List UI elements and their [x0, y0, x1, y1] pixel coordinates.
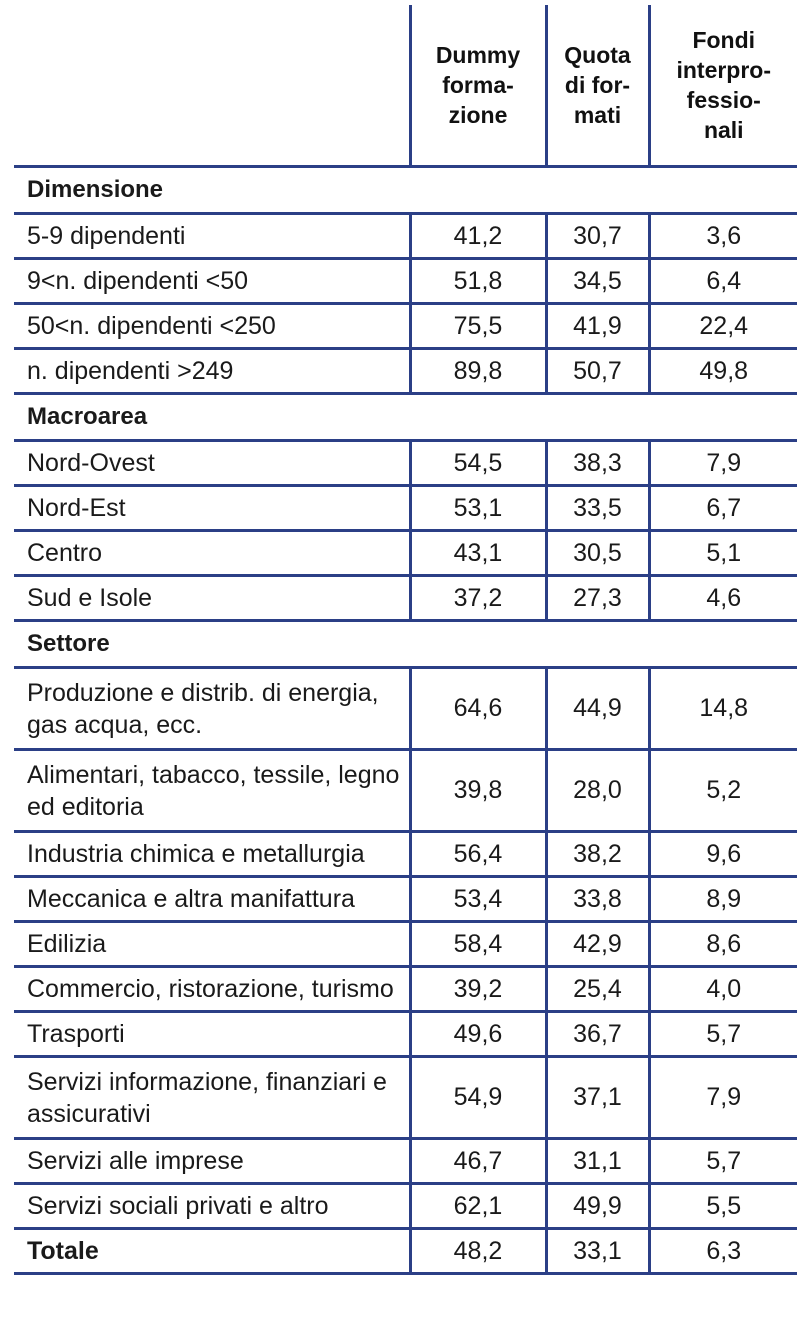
section-title: Macroarea: [14, 394, 797, 441]
cell-fondi-interprofessionali: 7,9: [649, 1057, 797, 1139]
section-title: Settore: [14, 621, 797, 668]
cell-quota-formati: 33,5: [546, 486, 649, 531]
cell-dummy-formazione: 75,5: [410, 304, 546, 349]
row-label: Produzione e distrib. di energia, gas acqua, ecc.: [14, 668, 410, 750]
cell-quota-formati: 27,3: [546, 576, 649, 621]
table-row: [14, 967, 797, 1012]
cell-quota-formati: 49,9: [546, 1184, 649, 1229]
total-dummy-formazione: 48,2: [410, 1229, 546, 1274]
row-label: 9<n. dipendenti <50: [14, 259, 410, 304]
cell-fondi-interprofessionali: 4,0: [649, 967, 797, 1012]
cell-dummy-formazione: 39,8: [410, 750, 546, 832]
header-text: fessio-: [686, 87, 761, 113]
cell-dummy-formazione: 89,8: [410, 349, 546, 394]
cell-dummy-formazione: 39,2: [410, 967, 546, 1012]
cell-quota-formati: 34,5: [546, 259, 649, 304]
cell-dummy-formazione: 62,1: [410, 1184, 546, 1229]
section-row: [14, 621, 797, 668]
header-blank: [14, 5, 410, 167]
header-row: [14, 5, 797, 167]
cell-quota-formati: 38,3: [546, 441, 649, 486]
row-label: Meccanica e altra manifattura: [14, 877, 410, 922]
header-text: Quota: [564, 42, 631, 68]
cell-dummy-formazione: 53,1: [410, 486, 546, 531]
row-label: Nord-Est: [14, 486, 410, 531]
cell-fondi-interprofessionali: 8,6: [649, 922, 797, 967]
cell-dummy-formazione: 58,4: [410, 922, 546, 967]
section-row: [14, 167, 797, 214]
cell-dummy-formazione: 53,4: [410, 877, 546, 922]
row-label: Servizi informazione, finanziari e assicurativi: [14, 1057, 410, 1139]
cell-dummy-formazione: 49,6: [410, 1012, 546, 1057]
header-text: forma-: [442, 72, 514, 98]
table-container: [14, 5, 797, 1275]
cell-quota-formati: 30,7: [546, 214, 649, 259]
cell-fondi-interprofessionali: 5,1: [649, 531, 797, 576]
cell-dummy-formazione: 54,5: [410, 441, 546, 486]
cell-quota-formati: 38,2: [546, 832, 649, 877]
header-text: di for-: [564, 72, 631, 98]
cell-quota-formati: 44,9: [546, 668, 649, 750]
row-label: Edilizia: [14, 922, 410, 967]
cell-fondi-interprofessionali: 5,7: [649, 1139, 797, 1184]
total-quota-formati: 33,1: [546, 1229, 649, 1274]
total-row: [14, 1229, 797, 1274]
table-row: [14, 259, 797, 304]
cell-quota-formati: 37,1: [546, 1057, 649, 1139]
cell-quota-formati: 36,7: [546, 1012, 649, 1057]
section-title: Dimensione: [14, 167, 797, 214]
table-row: [14, 832, 797, 877]
total-label: Totale: [14, 1229, 410, 1274]
row-label: Servizi alle imprese: [14, 1139, 410, 1184]
header-text: Fondi: [692, 27, 756, 53]
header-text: Dummy: [435, 42, 521, 68]
cell-fondi-interprofessionali: 3,6: [649, 214, 797, 259]
section-row: [14, 394, 797, 441]
cell-quota-formati: 31,1: [546, 1139, 649, 1184]
row-label: Sud e Isole: [14, 576, 410, 621]
cell-fondi-interprofessionali: 5,2: [649, 750, 797, 832]
header-text: zione: [448, 102, 508, 128]
header-text: mati: [573, 102, 622, 128]
table-row: [14, 1184, 797, 1229]
row-label: Centro: [14, 531, 410, 576]
cell-dummy-formazione: 56,4: [410, 832, 546, 877]
row-label: 5-9 dipendenti: [14, 214, 410, 259]
cell-fondi-interprofessionali: 5,5: [649, 1184, 797, 1229]
cell-dummy-formazione: 43,1: [410, 531, 546, 576]
cell-dummy-formazione: 46,7: [410, 1139, 546, 1184]
cell-fondi-interprofessionali: 9,6: [649, 832, 797, 877]
table-row: [14, 214, 797, 259]
row-label: Trasporti: [14, 1012, 410, 1057]
header-text: nali: [703, 117, 744, 143]
cell-fondi-interprofessionali: 4,6: [649, 576, 797, 621]
cell-quota-formati: 28,0: [546, 750, 649, 832]
total-fondi-interprofessionali: 6,3: [649, 1229, 797, 1274]
table-row: [14, 1057, 797, 1139]
table-row: [14, 877, 797, 922]
table-row: [14, 531, 797, 576]
cell-quota-formati: 30,5: [546, 531, 649, 576]
cell-dummy-formazione: 54,9: [410, 1057, 546, 1139]
table-row: [14, 1012, 797, 1057]
row-label: Industria chimica e metallurgia: [14, 832, 410, 877]
header-quota-formati: [546, 5, 649, 167]
cell-fondi-interprofessionali: 6,4: [649, 259, 797, 304]
cell-fondi-interprofessionali: 6,7: [649, 486, 797, 531]
cell-fondi-interprofessionali: 49,8: [649, 349, 797, 394]
row-label: n. dipendenti >249: [14, 349, 410, 394]
row-label: Commercio, ristorazione, turismo: [14, 967, 410, 1012]
cell-fondi-interprofessionali: 5,7: [649, 1012, 797, 1057]
row-label: Alimentari, tabacco, tessile, legno ed editoria: [14, 750, 410, 832]
table-row: [14, 349, 797, 394]
table-row: [14, 576, 797, 621]
table-row: [14, 441, 797, 486]
cell-quota-formati: 41,9: [546, 304, 649, 349]
table-row: [14, 1139, 797, 1184]
header-fondi-interprofessionali: [649, 5, 797, 167]
cell-dummy-formazione: 51,8: [410, 259, 546, 304]
table-row: [14, 486, 797, 531]
cell-quota-formati: 25,4: [546, 967, 649, 1012]
cell-fondi-interprofessionali: 7,9: [649, 441, 797, 486]
table-row: [14, 304, 797, 349]
row-label: Nord-Ovest: [14, 441, 410, 486]
row-label: 50<n. dipendenti <250: [14, 304, 410, 349]
data-table: [14, 5, 797, 1275]
cell-dummy-formazione: 37,2: [410, 576, 546, 621]
cell-dummy-formazione: 41,2: [410, 214, 546, 259]
row-label: Servizi sociali privati e altro: [14, 1184, 410, 1229]
cell-fondi-interprofessionali: 8,9: [649, 877, 797, 922]
cell-quota-formati: 42,9: [546, 922, 649, 967]
table-row: [14, 922, 797, 967]
table-row: [14, 750, 797, 832]
header-dummy-formazione: [410, 5, 546, 167]
cell-fondi-interprofessionali: 22,4: [649, 304, 797, 349]
cell-quota-formati: 33,8: [546, 877, 649, 922]
cell-quota-formati: 50,7: [546, 349, 649, 394]
table-row: [14, 668, 797, 750]
cell-fondi-interprofessionali: 14,8: [649, 668, 797, 750]
cell-dummy-formazione: 64,6: [410, 668, 546, 750]
header-text: interpro-: [676, 57, 772, 83]
